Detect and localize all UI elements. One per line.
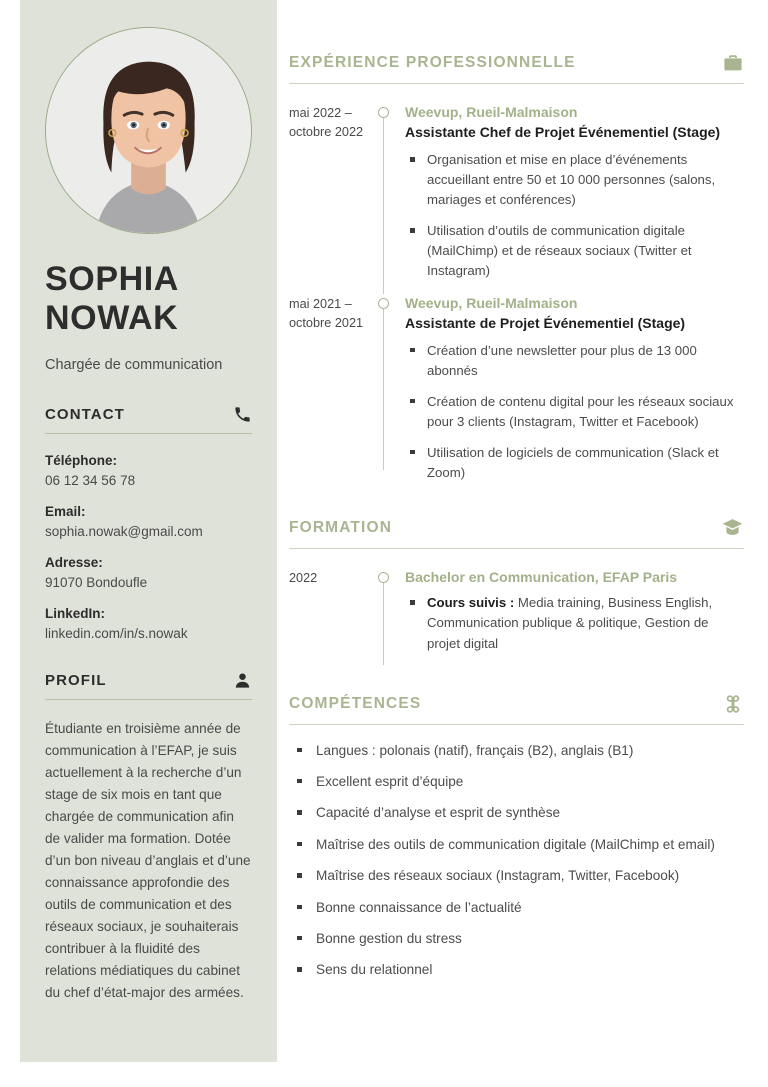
graduation-cap-icon [721, 516, 744, 539]
experience-timeline [289, 102, 744, 494]
experience-body [399, 102, 744, 293]
contact-divider [45, 433, 252, 434]
list-item: Utilisation d’outils de communication digitale (MailChimp) et de réseaux sociaux (Twitter et Instagram) [405, 221, 744, 281]
timeline-line [383, 298, 384, 471]
timeline-dot-icon [378, 107, 389, 118]
contact-label: LinkedIn: [45, 606, 105, 622]
profile-section-header [45, 671, 252, 690]
timeline-dot-icon [378, 298, 389, 309]
avatar [45, 27, 252, 234]
contact-item-address [45, 555, 252, 590]
education-degree: Bachelor en Communication, EFAP Paris [405, 569, 678, 586]
sidebar [20, 0, 277, 1062]
experience-date: mai 2021 – octobre 2021 [289, 296, 364, 330]
list-item: Bonne gestion du stress [289, 929, 744, 949]
last-name: NOWAK [45, 299, 179, 338]
skills-heading: COMPÉTENCES [289, 694, 422, 712]
timeline-axis [375, 293, 399, 495]
timeline-axis [375, 567, 399, 664]
education-section [289, 516, 744, 664]
timeline-dot-icon [378, 572, 389, 583]
contact-label: Email: [45, 504, 86, 520]
experience-section-header [289, 52, 744, 74]
timeline-axis [375, 102, 399, 293]
education-bullets [405, 593, 744, 653]
contact-heading: CONTACT [45, 406, 125, 424]
first-name: SOPHIA [45, 260, 179, 298]
contact-value: 06 12 34 56 78 [45, 473, 136, 489]
profile-photo-illustration [46, 28, 251, 233]
profile-text: Étudiante en troisième année de communication à l’EFAP, je suis actuellement à la recherche d’un stage de six mois en tant que chargée de communication afin de valider ma formation. Dotée d’un bon niveau d’anglais et d’une connaissance approfondie des outils de communication et des réseaux sociaux, je souhaiterais contribuer à la fluidité des relations médiatiques du cabinet du chef d’état-major des armées. [45, 721, 251, 1001]
contact-item-linkedin [45, 606, 252, 641]
profile-photo [45, 27, 252, 234]
experience-bullets [405, 150, 744, 281]
education-body [399, 567, 744, 664]
experience-role: Assistante de Projet Événementiel (Stage) [405, 314, 686, 331]
list-item: Création de contenu digital pour les réseaux sociaux pour 3 clients (Instagram, Twitter et Facebook) [405, 392, 744, 432]
timeline-line [383, 107, 384, 294]
skills-list [289, 741, 744, 981]
contact-value: 91070 Bondoufle [45, 575, 148, 591]
phone-icon [233, 405, 252, 424]
experience-date: mai 2022 – octobre 2022 [289, 106, 364, 140]
list-item: Maîtrise des outils de communication digitale (MailChimp et email) [289, 835, 744, 855]
experience-bullets [405, 341, 744, 483]
contact-list [45, 453, 252, 641]
education-bullet-text: Media training, Business English, Communication publique & politique, Gestion de projet digital [427, 595, 713, 651]
education-section-header [289, 516, 744, 539]
skills-divider [289, 724, 744, 725]
contact-value: sophia.nowak@gmail.com [45, 524, 203, 540]
experience-body [399, 293, 744, 495]
experience-divider [289, 83, 744, 84]
experience-heading: EXPÉRIENCE PROFESSIONNELLE [289, 54, 576, 71]
education-divider [289, 548, 744, 549]
education-heading: FORMATION [289, 518, 393, 536]
list-item: Création d’une newsletter pour plus de 13 000 abonnés [405, 341, 744, 381]
skills-section [289, 693, 744, 981]
main-content [289, 0, 744, 992]
contact-label: Téléphone: [45, 453, 118, 469]
profile-heading: PROFIL [45, 672, 107, 690]
list-item: Langues : polonais (natif), français (B2), anglais (B1) [289, 741, 744, 761]
person-icon [233, 671, 252, 690]
briefcase-icon [722, 52, 744, 74]
skills-section-header [289, 693, 744, 715]
list-item: Sens du relationnel [289, 960, 744, 980]
experience-entry [289, 293, 744, 495]
education-entry [289, 567, 744, 664]
contact-label: Adresse: [45, 555, 103, 571]
list-item: Utilisation de logiciels de communication (Slack et Zoom) [405, 443, 744, 483]
job-title: Chargée de communication [45, 356, 223, 373]
education-timeline [289, 567, 744, 664]
education-date: 2022 [289, 571, 318, 586]
education-bullet-label: Cours suivis : [427, 595, 515, 611]
list-item: Excellent esprit d’équipe [289, 772, 744, 792]
timeline-line [383, 572, 384, 664]
experience-section [289, 0, 744, 494]
list-item: Maîtrise des réseaux sociaux (Instagram, Twitter, Facebook) [289, 866, 744, 886]
contact-item-phone [45, 453, 252, 488]
experience-role: Assistante Chef de Projet Événementiel (Stage) [405, 124, 721, 141]
command-icon [722, 693, 744, 715]
contact-section-header [45, 405, 252, 424]
experience-organization: Weevup, Rueil-Malmaison [405, 104, 578, 120]
page-title [45, 260, 252, 339]
contact-item-email [45, 504, 252, 539]
experience-entry [289, 102, 744, 293]
experience-organization: Weevup, Rueil-Malmaison [405, 294, 578, 311]
list-item: Bonne connaissance de l’actualité [289, 898, 744, 918]
list-item [405, 593, 744, 653]
list-item: Capacité d’analyse et esprit de synthèse [289, 803, 744, 823]
profile-divider [45, 699, 252, 700]
list-item: Organisation et mise en place d’événements accueillant entre 50 et 10 000 personnes (salons, mariages et conférences) [405, 150, 744, 210]
contact-value[interactable]: linkedin.com/in/s.nowak [45, 626, 188, 642]
